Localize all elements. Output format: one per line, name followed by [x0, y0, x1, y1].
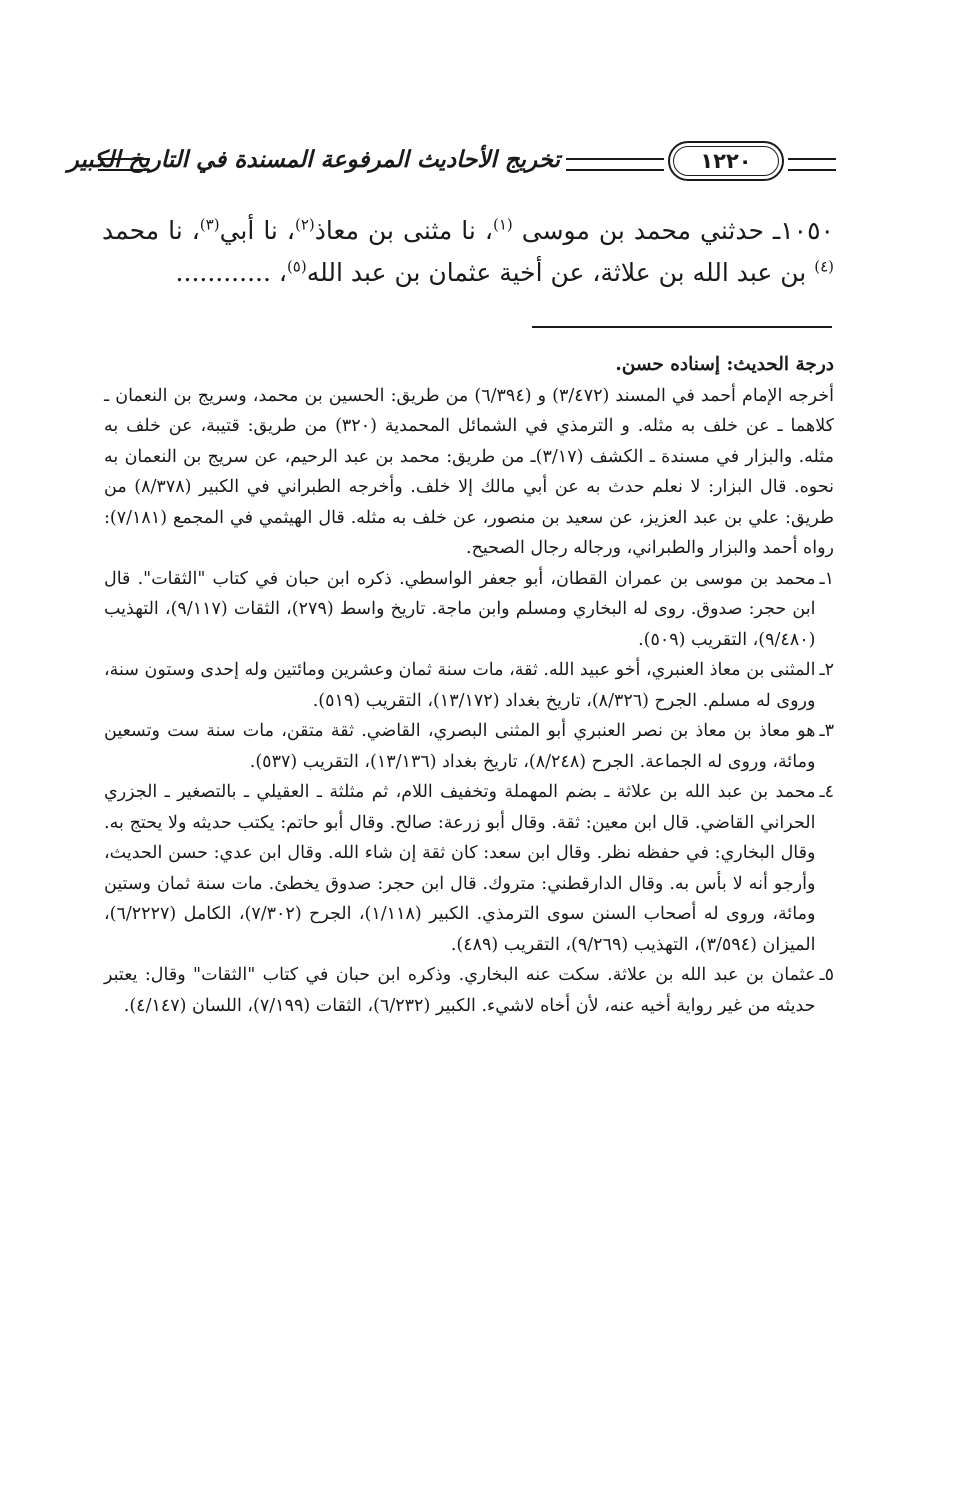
footnote-marker-5[interactable]: (٥) [286, 257, 307, 276]
footnote-text: محمد بن عبد الله بن علاثة ـ بضم المهملة وتخفيف اللام، ثم مثلثة ـ العقيلي ـ بالتصغير ـ الجزري الحراني القاضي. قال ابن معين: ثقة. وقال أبو زرعة: صالح. وقال أبو حاتم: يكتب حديثه ولا يحتج به. وقال البخاري: في حفظه نظر. وقال ابن سعد: كان ثقة إن شاء الله. وقال ابن عدي: حسن الحديث، وأرجو أنه لا بأس به. وقال الدارقطني: متروك. قال ابن حجر: صدوق يخطئ. مات سنة ثمان وستين ومائة، وروى له أصحاب السنن سوى الترمذي. الكبير (١/١١٨)، الجرح (٧/٣٠٢)، الكامل (٦/٢٢٢٧)، الميزان (٣/٥٩٤)، التهذيب (٩/٢٦٩)، التقريب (٤٨٩). [104, 782, 816, 955]
hadith-paragraph [102, 210, 834, 294]
header-rule-right [788, 158, 836, 171]
running-title: تخريج الأحاديث المرفوعة المسندة في التاريخ الكبير [67, 146, 560, 173]
footnote-number: ٢ـ [819, 660, 834, 680]
footnote-number: ٤ـ [819, 782, 834, 802]
footnote-item-4 [104, 777, 834, 960]
footnotes-section [104, 350, 834, 1021]
page-number: ١٢٢٠ [700, 149, 752, 173]
footnote-text: المثنى بن معاذ العنبري، أخو عبيد الله. ثقة، مات سنة ثمان وعشرين ومائتين وله إحدى وستون سنة، وروى له مسلم. الجرح (٨/٣٢٦)، تاريخ بغداد (١٣/١٧٢)، التقريب (٥١٩). [104, 660, 816, 711]
grade-heading: درجة الحديث: إسناده حسن. [615, 354, 834, 375]
footnote-text: محمد بن موسى بن عمران القطان، أبو جعفر الواسطي. ذكره ابن حبان في كتاب "الثقات". قال ابن حجر: صدوق. روى له البخاري ومسلم وابن ماجة. تاريخ واسط (٢٧٩)، الثقات (٩/١١٧)، التهذيب (٩/٤٨٠)، التقريب (٥٠٩). [104, 568, 816, 650]
footnote-item-2 [104, 655, 834, 716]
footnote-item-1 [104, 564, 834, 656]
hadith-text [102, 210, 834, 294]
footnote-text: عثمان بن عبد الله بن علاثة. سكت عنه البخاري. وذكره ابن حبان في كتاب "الثقات" وقال: يعتبر حديثه من غير رواية أخيه عنه، لأن أخاه لاشيء. الكبير (٦/٢٣٢)، الثقات (٧/١٩٩)، اللسان (٤/١٤٧). [104, 965, 816, 1016]
hadith-part-6: ، ............ [175, 258, 287, 287]
hadith-number: ١٠٥٠ـ [772, 216, 834, 245]
footnote-marker-2[interactable]: (٢) [294, 215, 315, 234]
header-rule-middle [566, 158, 664, 171]
footnote-marker-4[interactable]: (٤) [814, 257, 834, 276]
hadith-part-3: ، نا أبي [219, 216, 295, 245]
footnote-number: ١ـ [819, 568, 834, 589]
hadith-part-2: ، نا مثنى بن معاذ [314, 216, 493, 245]
page-number-badge [668, 141, 784, 181]
grade-text: أخرجه الإمام أحمد في المسند (٣/٤٧٢) و (٦/٣٩٤) من طريق: الحسين بن محمد، وسريج بن النعمان ـ كلاهما ـ عن خلف به مثله. و الترمذي في الشمائل المحمدية (٣٢٠) من طريق: قتيبة، عن خلف به مثله. والبزار في مسندة ـ الكشف (٣/١٧)ـ من طريق: محمد بن عبد الرحيم، عن سريج بن النعمان به نحوه. قال البزار: لا نعلم حدث به عن أبي مالك إلا خلف. وأخرجه الطبراني في الكبير (٨/٣٧٨) من طريق: علي بن عبد العزيز، عن سعيد بن منصور، عن خلف به مثله. قال الهيثمي في المجمع (٧/١٨١): رواه أحمد والبزار والطبراني، ورجاله رجال الصحيح. [104, 385, 835, 558]
footnote-text: هو معاذ بن معاذ بن نصر العنبري أبو المثنى البصري، القاضي. ثقة متقن، مات سنة ست وتسعين ومائة، وروى له الجماعة. الجرح (٨/٢٤٨)، تاريخ بغداد (١٣/١٣٦)، التقريب (٥٣٧). [104, 721, 816, 772]
footnote-number: ٣ـ [819, 721, 834, 741]
footnote-item-5 [104, 960, 834, 1021]
footnote-separator [532, 326, 832, 328]
footnote-marker-3[interactable]: (٣) [199, 215, 220, 234]
hadith-part-5: بن عبد الله بن علاثة، عن أخية عثمان بن عبد الله [306, 258, 807, 287]
page-header [67, 140, 836, 186]
footnote-marker-1[interactable]: (١) [492, 215, 513, 234]
hadith-part-4: ، نا محمد [102, 216, 200, 245]
footnote-number: ٥ـ [819, 965, 834, 985]
footnote-item-3 [104, 716, 834, 777]
hadith-part-1: حدثني محمد بن موسى [521, 216, 764, 245]
